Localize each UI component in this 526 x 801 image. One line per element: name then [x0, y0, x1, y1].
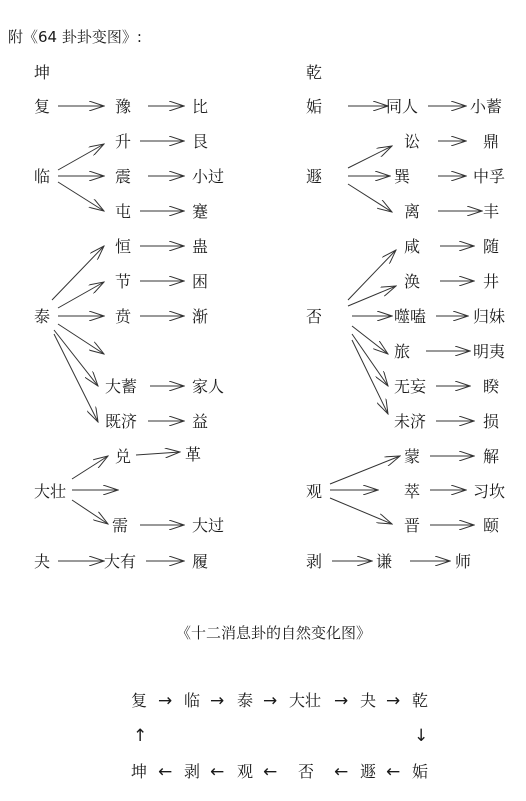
hexagram-qianxie: 谦 [376, 552, 393, 571]
transition-arrow [136, 452, 180, 455]
hexagram-jing: 井 [483, 272, 500, 291]
cycle-qian: 乾 [412, 691, 429, 710]
hexagram-weiji: 未济 [394, 412, 427, 431]
hexagram-sui: 随 [483, 237, 500, 256]
hexagram-yi2: 颐 [483, 516, 500, 535]
hexagram-shike: 噬嗑 [394, 307, 427, 326]
transition-arrow [348, 146, 392, 168]
cycle-dun: 遯 [360, 762, 377, 781]
hexagram-dayou: 大有 [104, 552, 137, 571]
hexagram-li: 离 [404, 202, 421, 221]
hexagram-gu: 蛊 [192, 237, 209, 256]
cycle-pi: 否 [298, 762, 315, 781]
hexagram-yi: 益 [192, 412, 209, 431]
hexagram-lu: 履 [192, 552, 209, 571]
hexagram-zhun: 屯 [115, 202, 132, 221]
hexagram-gen: 艮 [192, 132, 209, 151]
hexagram-heng: 恒 [115, 237, 132, 256]
hexagram-sheng: 升 [115, 132, 132, 151]
left-arrow-icon: ← [263, 762, 278, 782]
transition-arrow [58, 324, 104, 354]
hexagram-kun2: 困 [192, 272, 209, 291]
hexagram-yu: 豫 [115, 97, 132, 116]
right-arrow-icon: → [158, 691, 173, 711]
hexagram-ding: 鼎 [483, 132, 500, 151]
hexagram-xiaoxu: 小蓄 [470, 97, 503, 116]
hexagram-guai: 夬 [34, 552, 51, 571]
transition-arrow [52, 246, 104, 300]
transition-arrow [348, 250, 396, 300]
hexagram-huan: 涣 [404, 272, 421, 291]
hexagram-lv: 旅 [394, 342, 411, 361]
hexagram-dui: 兑 [115, 447, 132, 466]
hexagram-ge: 革 [185, 445, 202, 464]
hexagram-meng: 蒙 [404, 447, 421, 466]
cycle-figure-title: 《十二消息卦的自然变化图》 [176, 624, 372, 642]
hexagram-pi: 否 [306, 307, 323, 326]
hexagram-mingyi: 明夷 [473, 342, 506, 361]
hexagram-xikan: 习坎 [473, 482, 506, 501]
cycle-bo: 剥 [184, 762, 201, 781]
hexagram-guimei: 归妹 [473, 307, 506, 326]
transition-arrow [352, 326, 388, 354]
transition-arrow [352, 340, 388, 414]
cycle-gou: 姤 [412, 762, 429, 781]
hexagram-xie: 解 [483, 447, 500, 466]
down-arrow-icon: ↓ [414, 726, 429, 746]
cycle-guan: 观 [237, 762, 254, 781]
cycle-guai: 夬 [360, 691, 377, 710]
transition-arrow [72, 500, 108, 524]
hexagram-xu: 需 [112, 516, 129, 535]
hexagram-xiaoguo: 小过 [192, 167, 225, 186]
hexagram-daxu: 大蓄 [105, 377, 138, 396]
hexagram-song: 讼 [404, 132, 421, 151]
transition-arrow [348, 184, 392, 212]
right-arrow-icon: → [386, 691, 401, 711]
hexagram-bo: 剥 [306, 552, 323, 571]
hexagram-jie: 节 [115, 272, 132, 291]
hexagram-tai: 泰 [34, 307, 51, 326]
hexagram-jiaren: 家人 [192, 377, 225, 396]
hexagram-cui: 萃 [404, 482, 421, 501]
hexagram-tongren: 同人 [386, 97, 419, 116]
transition-arrow [348, 286, 396, 306]
transition-arrow [330, 456, 400, 484]
right-arrow-icon: → [263, 691, 278, 711]
right-arrow-icon: → [210, 691, 225, 711]
left-arrow-icon: ← [386, 762, 401, 782]
hexagram-fu: 复 [34, 97, 51, 116]
transition-arrow [58, 182, 104, 211]
hexagram-zhen: 震 [115, 167, 132, 186]
hexagram-lin: 临 [34, 167, 51, 186]
hexagram-feng: 丰 [483, 202, 500, 221]
hexagram-xian: 咸 [404, 237, 421, 256]
cycle-kun: 坤 [131, 762, 148, 781]
hexagram-jin: 晋 [404, 516, 421, 535]
transition-arrow [352, 334, 388, 386]
hexagram-bi2: 贲 [115, 307, 132, 326]
transition-arrow [330, 498, 392, 524]
cycle-fu: 复 [131, 691, 148, 710]
hexagram-kun: 坤 [34, 63, 51, 82]
transition-arrow [72, 456, 108, 479]
hexagram-dun: 遯 [306, 167, 323, 186]
hexagram-wuwang: 无妄 [394, 377, 427, 396]
hexagram-dazhuang: 大壮 [34, 482, 67, 501]
hexagram-qian: 乾 [306, 63, 323, 82]
left-arrow-icon: ← [334, 762, 349, 782]
hexagram-daguo: 大过 [192, 516, 225, 535]
hexagram-jian2: 渐 [192, 307, 209, 326]
hexagram-gou: 姤 [306, 97, 323, 116]
hexagram-sun: 损 [483, 412, 500, 431]
right-arrow-icon: → [334, 691, 349, 711]
hexagram-xun: 巽 [394, 167, 411, 186]
cycle-tai: 泰 [237, 691, 254, 710]
left-arrow-icon: ← [210, 762, 225, 782]
figure-title: 附《64 卦卦变图》: [8, 28, 142, 46]
up-arrow-icon: ↑ [133, 726, 148, 746]
hexagram-zhongfu: 中孚 [473, 167, 506, 186]
hexagram-kui: 睽 [483, 377, 500, 396]
cycle-dazhuang: 大壮 [289, 691, 322, 710]
hexagram-jiji: 既济 [105, 412, 138, 431]
hexagram-jian: 蹇 [192, 202, 209, 221]
left-arrow-icon: ← [158, 762, 173, 782]
hexagram-shi: 师 [455, 552, 472, 571]
hexagram-bi: 比 [192, 97, 209, 116]
transition-arrow [58, 144, 104, 170]
hexagram-guan: 观 [306, 482, 323, 501]
cycle-lin: 临 [184, 691, 201, 710]
